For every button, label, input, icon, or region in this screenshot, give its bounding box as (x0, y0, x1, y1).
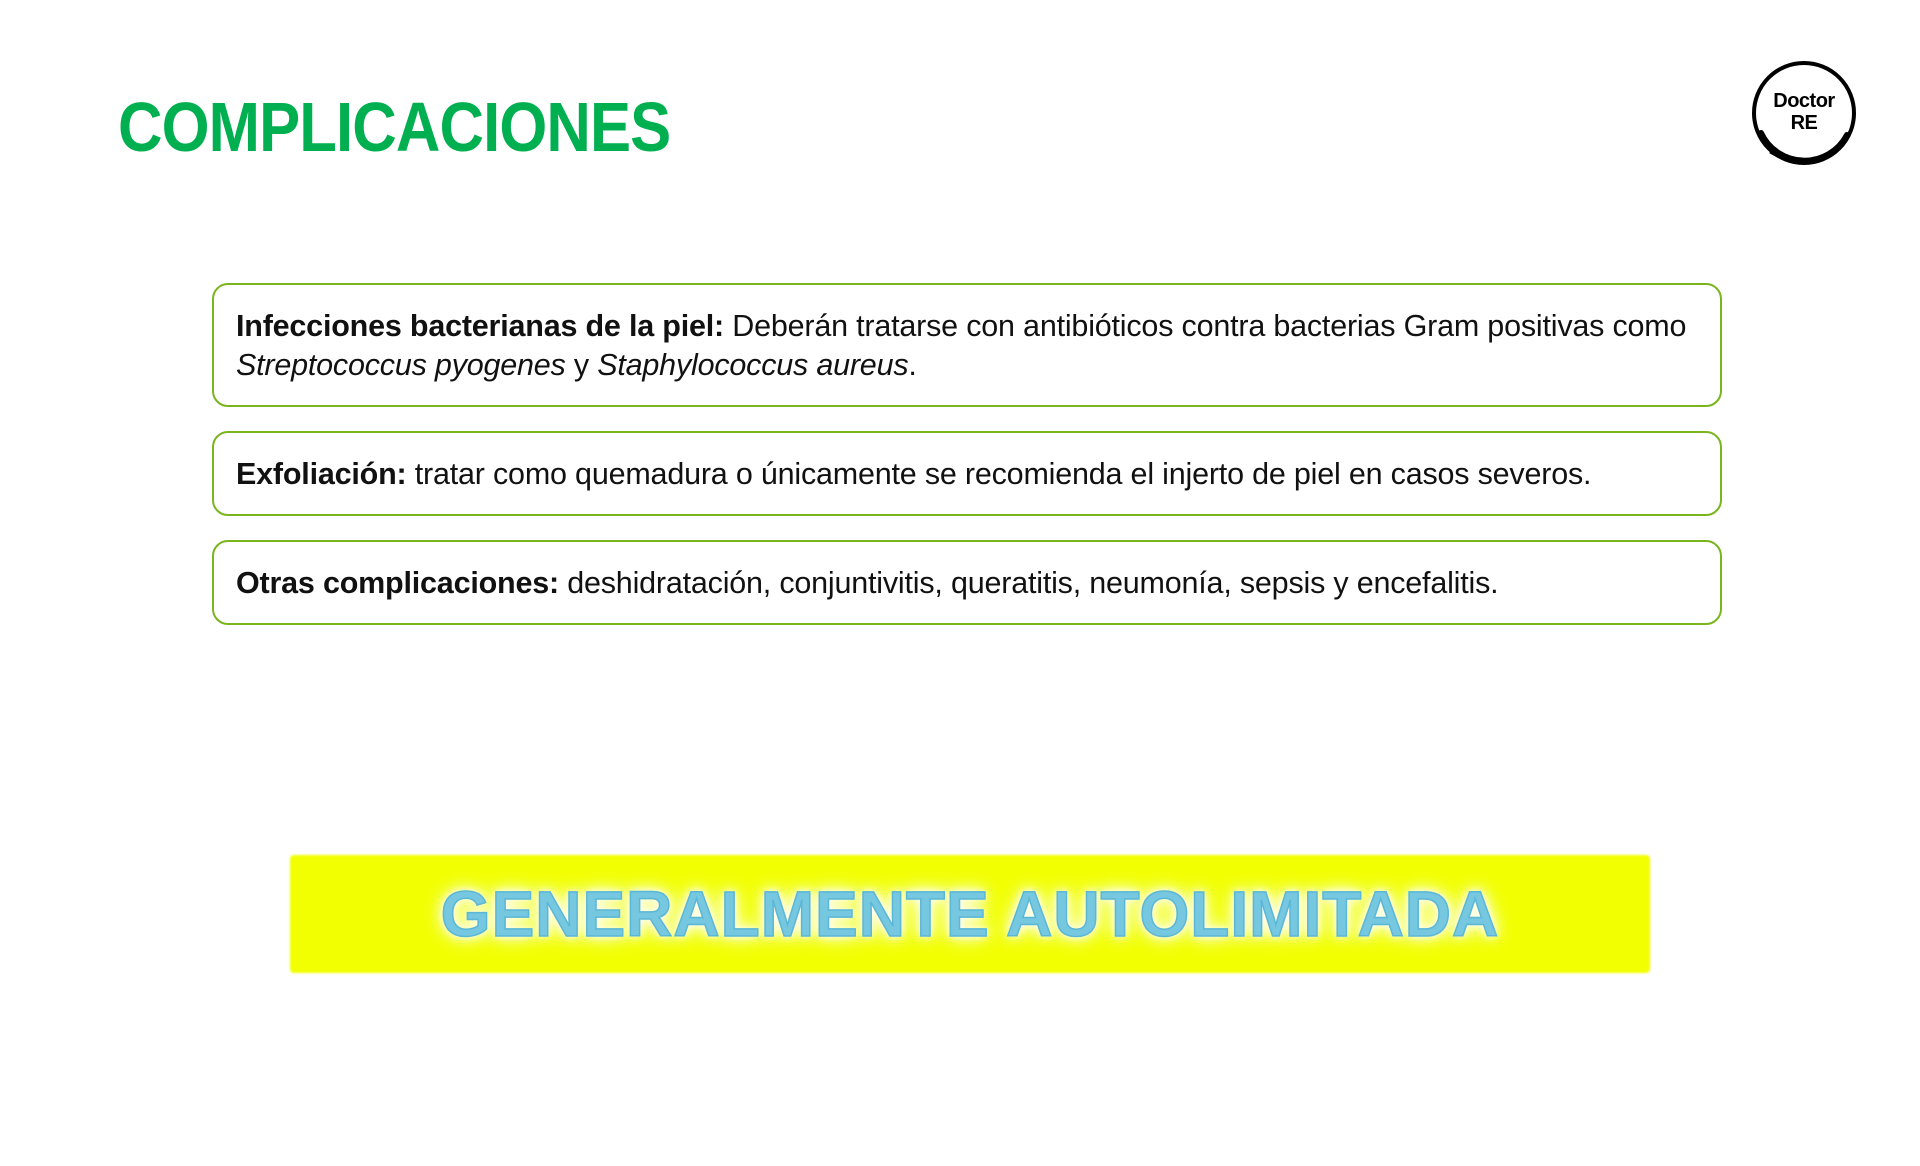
content-box-lead: Exfoliación: (236, 457, 407, 492)
brand-logo (1743, 55, 1865, 177)
content-box-infecciones (212, 283, 1722, 407)
page-title: COMPLICACIONES (118, 88, 671, 166)
content-box-text (236, 307, 1698, 385)
content-box-body-1: deshidratación, conjuntivitis, queratitis, neumonía, sepsis y encefalitis. (558, 566, 1499, 601)
content-box-italic-2: Staphylococcus aureus (597, 348, 909, 383)
content-box-text (236, 564, 1698, 603)
highlight-banner (290, 855, 1650, 973)
content-box-text (236, 455, 1698, 494)
highlight-banner-text: GENERALMENTE AUTOLIMITADA (440, 878, 1500, 950)
logo-line-1: Doctor (1773, 90, 1835, 112)
content-box-body-1: Deberán tratarse con antibióticos contra bacterias Gram positivas como (723, 309, 1687, 343)
content-box-lead: Otras complicaciones: (236, 566, 559, 601)
content-box-body-1: tratar como quemadura o únicamente se recomienda el injerto de piel en casos severos. (406, 457, 1592, 492)
content-box-list (212, 283, 1722, 649)
content-box-otras-complicaciones (212, 540, 1722, 625)
content-box-italic-1: Streptococcus pyogenes (236, 348, 566, 383)
content-box-body-3: . (908, 348, 917, 383)
content-box-lead: Infecciones bacterianas de la piel: (236, 309, 724, 343)
content-box-body-2: y (565, 348, 598, 383)
content-box-exfoliacion (212, 431, 1722, 516)
logo-line-2: RE (1790, 111, 1818, 134)
logo-text (1743, 91, 1865, 134)
